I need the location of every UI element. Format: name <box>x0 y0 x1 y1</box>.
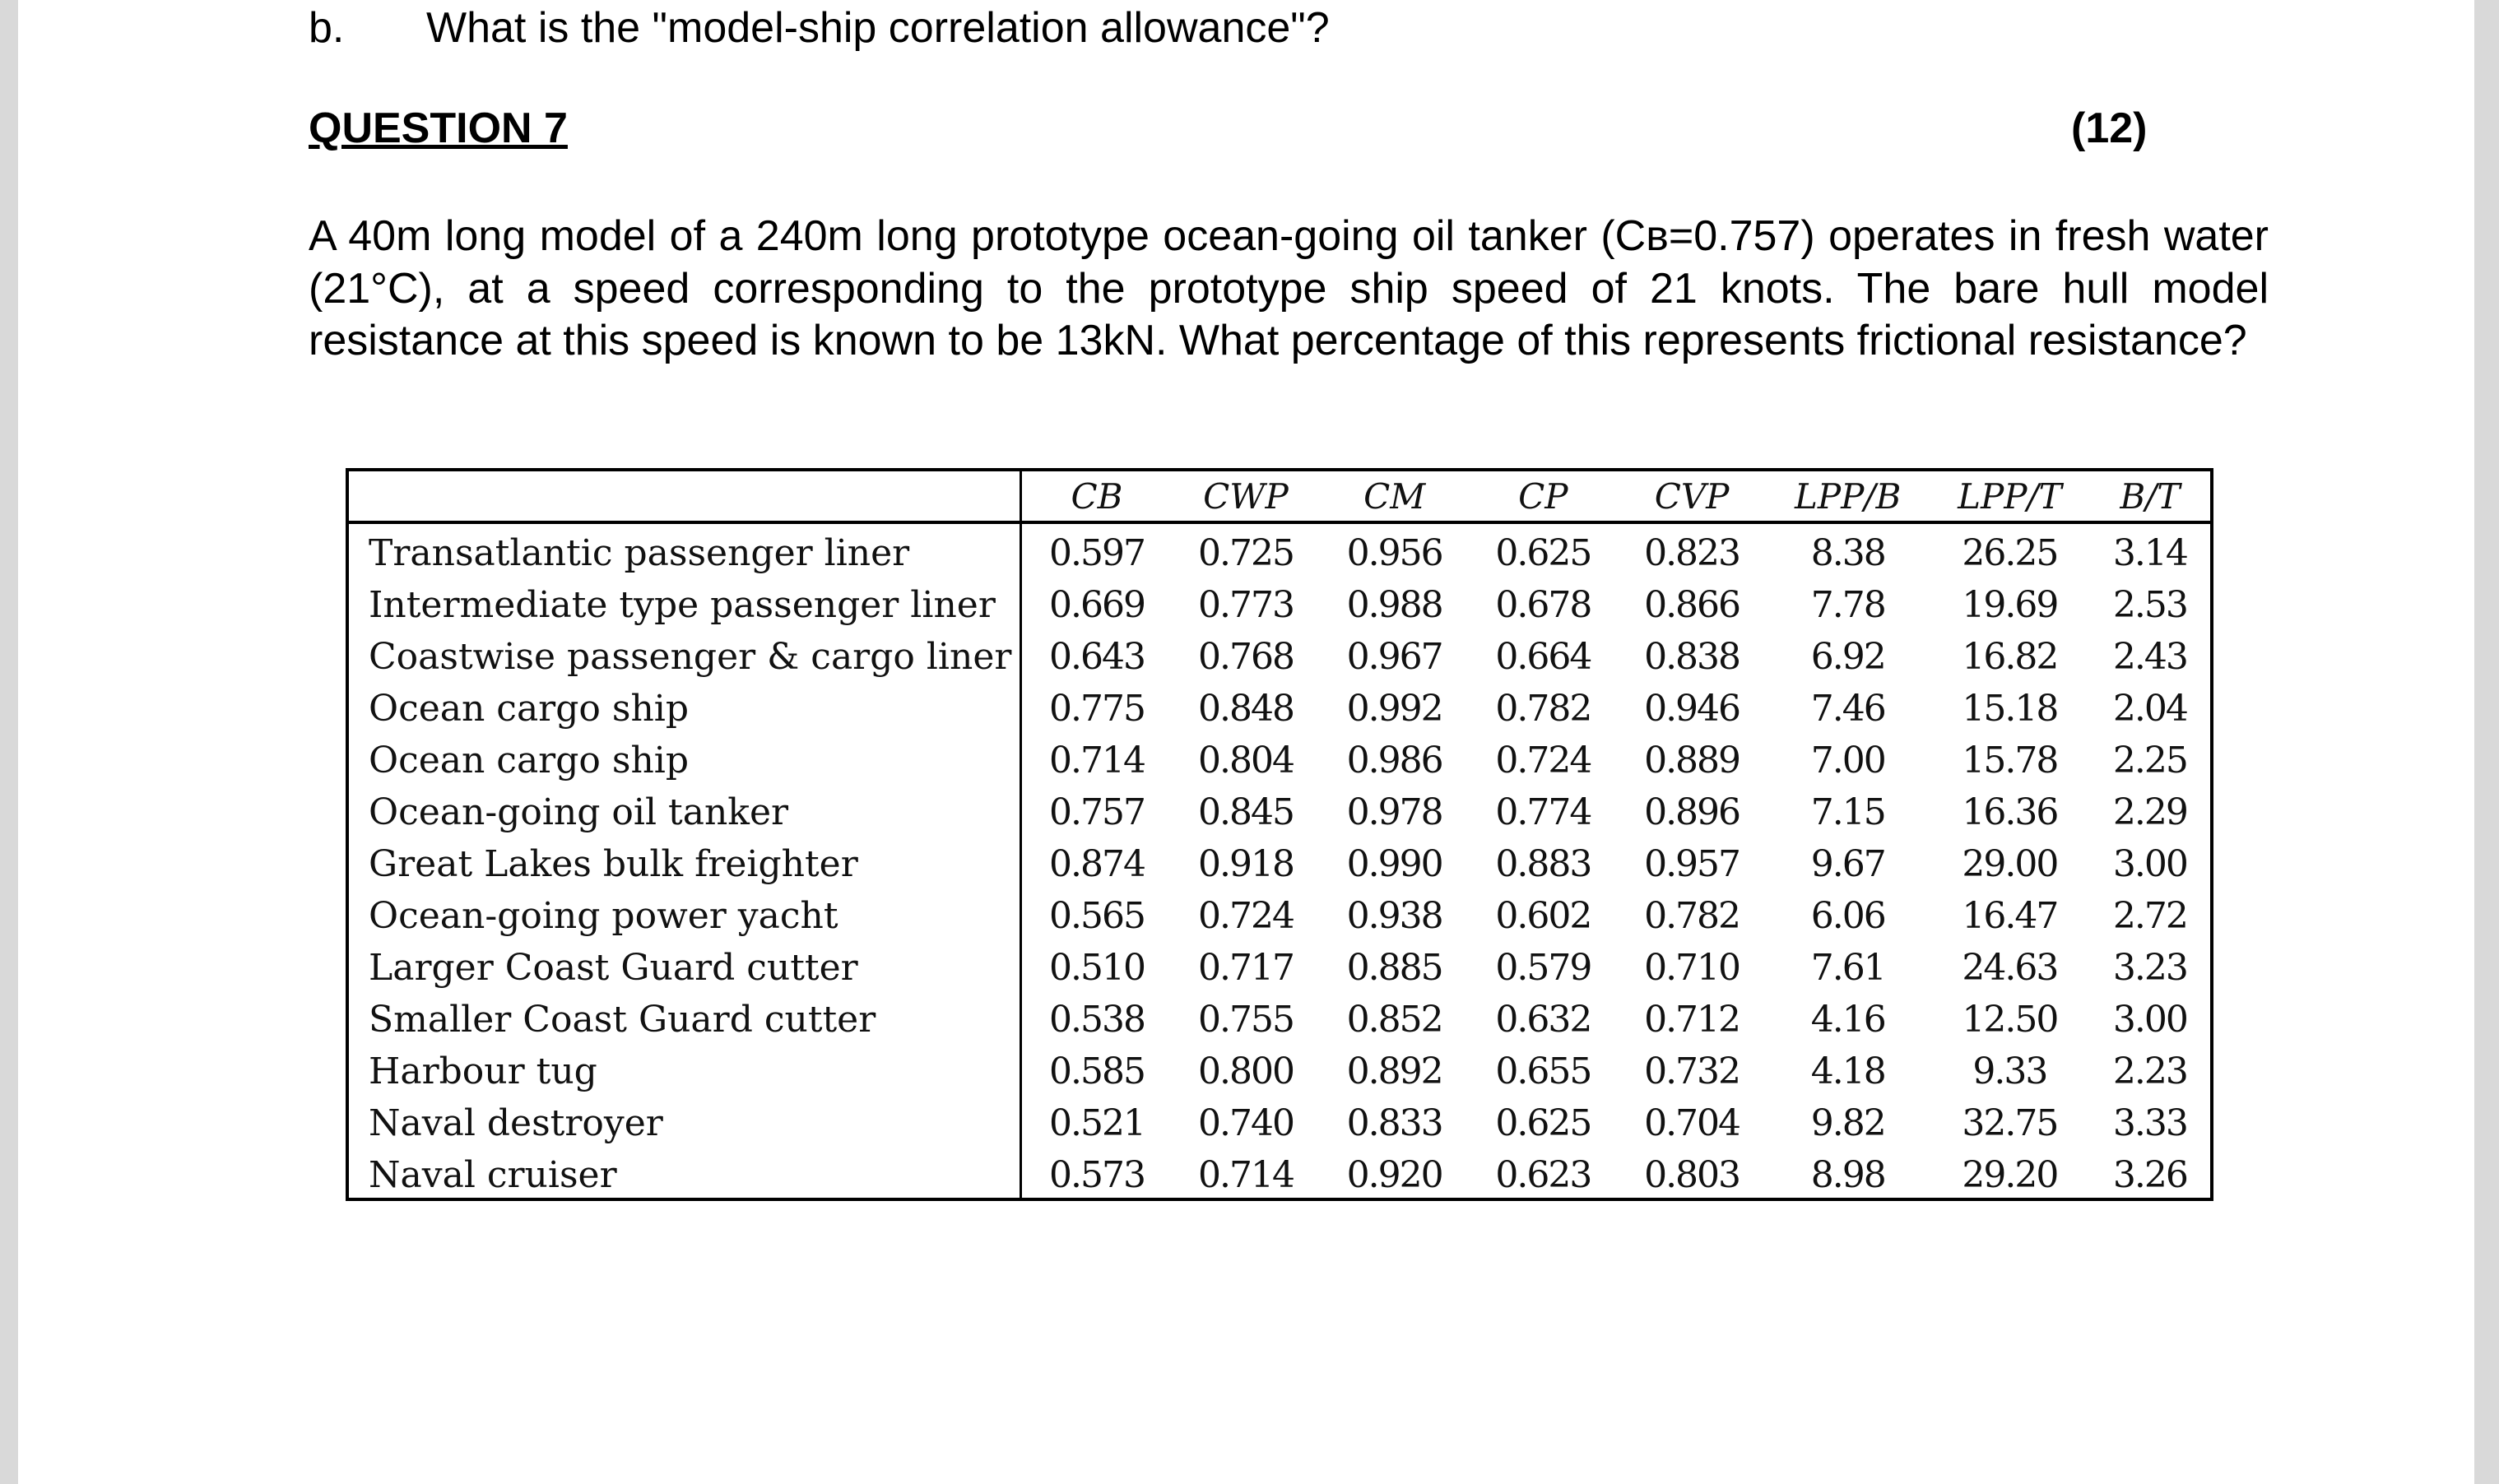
value-cell: 7.00 <box>1810 740 1885 781</box>
value-cell: 0.714 <box>1197 1154 1294 1196</box>
value-cell: 0.885 <box>1346 947 1442 989</box>
ship-type-cell: Smaller Coast Guard cutter <box>349 994 1021 1046</box>
table-row <box>349 1149 2210 1201</box>
value-cell: 0.852 <box>1346 999 1442 1041</box>
value-cell: 0.732 <box>1644 1050 1740 1092</box>
value-cell: 0.883 <box>1495 843 1591 885</box>
value-cell: 0.768 <box>1197 636 1294 678</box>
value-cell: 0.643 <box>1049 636 1145 678</box>
document-page <box>18 0 2474 1484</box>
value-cell: 0.848 <box>1197 688 1294 730</box>
value-cell: 0.740 <box>1197 1102 1294 1144</box>
value-cell: 3.00 <box>2112 843 2187 885</box>
value-cell: 9.67 <box>1810 843 1885 885</box>
value-cell: 9.33 <box>1972 1050 2047 1092</box>
ship-type-cell: Coastwise passenger & cargo liner <box>349 631 1021 683</box>
ship-type-cell: Ocean cargo ship <box>349 683 1021 735</box>
table-row <box>349 890 2210 942</box>
value-cell: 0.714 <box>1049 740 1145 781</box>
table-row <box>349 942 2210 994</box>
value-cell: 2.25 <box>2112 740 2187 781</box>
value-cell: 0.800 <box>1197 1050 1294 1092</box>
value-cell: 0.585 <box>1049 1050 1145 1092</box>
value-cell: 0.678 <box>1495 584 1591 626</box>
value-cell: 2.43 <box>2112 636 2187 678</box>
value-cell: 16.47 <box>1962 895 2058 937</box>
value-cell: 2.04 <box>2112 688 2187 730</box>
value-cell: 19.69 <box>1962 584 2058 626</box>
value-cell: 12.50 <box>1962 999 2058 1041</box>
value-cell: 0.579 <box>1495 947 1591 989</box>
value-cell: 8.38 <box>1810 532 1885 574</box>
value-cell: 0.655 <box>1495 1050 1591 1092</box>
value-cell: 0.775 <box>1049 688 1145 730</box>
value-cell: 0.597 <box>1049 532 1145 574</box>
value-cell: 0.724 <box>1495 740 1591 781</box>
value-cell: 0.717 <box>1197 947 1294 989</box>
ship-type-cell: Great Lakes bulk freighter <box>349 838 1021 890</box>
value-cell: 3.33 <box>2112 1102 2187 1144</box>
table-row <box>349 786 2210 838</box>
value-cell: 0.803 <box>1644 1154 1740 1196</box>
table-row <box>349 683 2210 735</box>
value-cell: 0.889 <box>1644 740 1740 781</box>
value-cell: 32.75 <box>1962 1102 2058 1144</box>
value-cell: 0.920 <box>1346 1154 1442 1196</box>
value-cell: 16.36 <box>1962 791 2058 833</box>
value-cell: 0.957 <box>1644 843 1740 885</box>
value-cell: 8.98 <box>1810 1154 1885 1196</box>
value-cell: 26.25 <box>1962 532 2058 574</box>
table-row <box>349 631 2210 683</box>
value-cell: 29.00 <box>1962 843 2058 885</box>
value-cell: 0.838 <box>1644 636 1740 678</box>
value-cell: 2.72 <box>2112 895 2187 937</box>
ship-type-cell: Intermediate type passenger liner <box>349 579 1021 631</box>
value-cell: 0.874 <box>1049 843 1145 885</box>
column-header <box>349 471 1021 522</box>
value-cell: 15.18 <box>1962 688 2058 730</box>
value-cell: 0.892 <box>1346 1050 1442 1092</box>
value-cell: 0.804 <box>1197 740 1294 781</box>
question-text: A 40m long model of a 240m long prototype ocean-going oil tanker (Cʙ=0.757) operates in fresh water (21°C), at a speed corresponding to the prototype ship speed of 21 knots. The bare hull model resistance at this speed is known to be 13kN. What percentage of this represents frictional resistance? <box>309 212 2269 364</box>
value-cell: 0.755 <box>1197 999 1294 1041</box>
value-cell: 2.23 <box>2112 1050 2187 1092</box>
value-cell: 0.992 <box>1346 688 1442 730</box>
question-marks: (12) <box>2071 104 2148 152</box>
value-cell: 15.78 <box>1962 740 2058 781</box>
table-row <box>349 1046 2210 1097</box>
part-text: What is the "model-ship correlation allowance"? <box>426 4 1330 52</box>
table-row <box>349 838 2210 890</box>
value-cell: 0.988 <box>1346 584 1442 626</box>
table-row <box>349 522 2210 579</box>
question-title: QUESTION 7 <box>309 104 568 152</box>
column-header: CWP <box>1172 471 1321 522</box>
ship-type-cell: Naval destroyer <box>349 1097 1021 1149</box>
value-cell: 0.510 <box>1049 947 1145 989</box>
column-header: LPP/T <box>1930 471 2090 522</box>
value-cell: 29.20 <box>1962 1154 2058 1196</box>
value-cell: 0.757 <box>1049 791 1145 833</box>
value-cell: 0.710 <box>1644 947 1740 989</box>
value-cell: 0.967 <box>1346 636 1442 678</box>
ship-coefficients-table <box>346 468 2213 1201</box>
value-cell: 0.625 <box>1495 532 1591 574</box>
value-cell: 0.664 <box>1495 636 1591 678</box>
value-cell: 6.92 <box>1810 636 1885 678</box>
value-cell: 0.538 <box>1049 999 1145 1041</box>
part-label: b. <box>309 4 345 52</box>
value-cell: 0.978 <box>1346 791 1442 833</box>
value-cell: 3.26 <box>2112 1154 2187 1196</box>
value-cell: 9.82 <box>1810 1102 1885 1144</box>
value-cell: 0.918 <box>1197 843 1294 885</box>
previous-question-part-b <box>309 3 1330 53</box>
value-cell: 0.866 <box>1644 584 1740 626</box>
value-cell: 0.632 <box>1495 999 1591 1041</box>
value-cell: 0.573 <box>1049 1154 1145 1196</box>
value-cell: 7.78 <box>1810 584 1885 626</box>
value-cell: 0.946 <box>1644 688 1740 730</box>
value-cell: 7.61 <box>1810 947 1885 989</box>
column-header: CP <box>1469 471 1618 522</box>
table-row <box>349 735 2210 786</box>
value-cell: 0.669 <box>1049 584 1145 626</box>
value-cell: 0.521 <box>1049 1102 1145 1144</box>
value-cell: 0.896 <box>1644 791 1740 833</box>
value-cell: 0.845 <box>1197 791 1294 833</box>
table-header-row <box>349 471 2210 522</box>
value-cell: 3.00 <box>2112 999 2187 1041</box>
value-cell: 4.18 <box>1810 1050 1885 1092</box>
ship-type-cell: Ocean-going oil tanker <box>349 786 1021 838</box>
ship-type-cell: Ocean cargo ship <box>349 735 1021 786</box>
value-cell: 0.773 <box>1197 584 1294 626</box>
column-header: LPP/B <box>1766 471 1930 522</box>
column-header: CM <box>1320 471 1469 522</box>
ship-type-cell: Ocean-going power yacht <box>349 890 1021 942</box>
value-cell: 0.990 <box>1346 843 1442 885</box>
value-cell: 0.986 <box>1346 740 1442 781</box>
column-header: CVP <box>1618 471 1767 522</box>
value-cell: 6.06 <box>1810 895 1885 937</box>
ship-type-cell: Naval cruiser <box>349 1149 1021 1201</box>
value-cell: 7.46 <box>1810 688 1885 730</box>
value-cell: 0.774 <box>1495 791 1591 833</box>
value-cell: 3.14 <box>2112 532 2187 574</box>
value-cell: 0.625 <box>1495 1102 1591 1144</box>
value-cell: 0.956 <box>1346 532 1442 574</box>
column-header: B/T <box>2090 471 2210 522</box>
table-row <box>349 994 2210 1046</box>
value-cell: 0.782 <box>1644 895 1740 937</box>
value-cell: 0.938 <box>1346 895 1442 937</box>
value-cell: 0.724 <box>1197 895 1294 937</box>
value-cell: 0.823 <box>1644 532 1740 574</box>
value-cell: 2.53 <box>2112 584 2187 626</box>
value-cell: 0.704 <box>1644 1102 1740 1144</box>
ship-type-cell: Larger Coast Guard cutter <box>349 942 1021 994</box>
table-row <box>349 579 2210 631</box>
value-cell: 0.623 <box>1495 1154 1591 1196</box>
ship-type-cell: Harbour tug <box>349 1046 1021 1097</box>
column-header: CB <box>1021 471 1172 522</box>
value-cell: 3.23 <box>2112 947 2187 989</box>
value-cell: 7.15 <box>1810 791 1885 833</box>
value-cell: 24.63 <box>1962 947 2058 989</box>
value-cell: 0.602 <box>1495 895 1591 937</box>
value-cell: 0.782 <box>1495 688 1591 730</box>
value-cell: 4.16 <box>1810 999 1885 1041</box>
table-row <box>349 1097 2210 1149</box>
value-cell: 2.29 <box>2112 791 2187 833</box>
value-cell: 0.712 <box>1644 999 1740 1041</box>
value-cell: 16.82 <box>1962 636 2058 678</box>
value-cell: 0.565 <box>1049 895 1145 937</box>
value-cell: 0.833 <box>1346 1102 1442 1144</box>
ship-type-cell: Transatlantic passenger liner <box>349 522 1021 579</box>
value-cell: 0.725 <box>1197 532 1294 574</box>
